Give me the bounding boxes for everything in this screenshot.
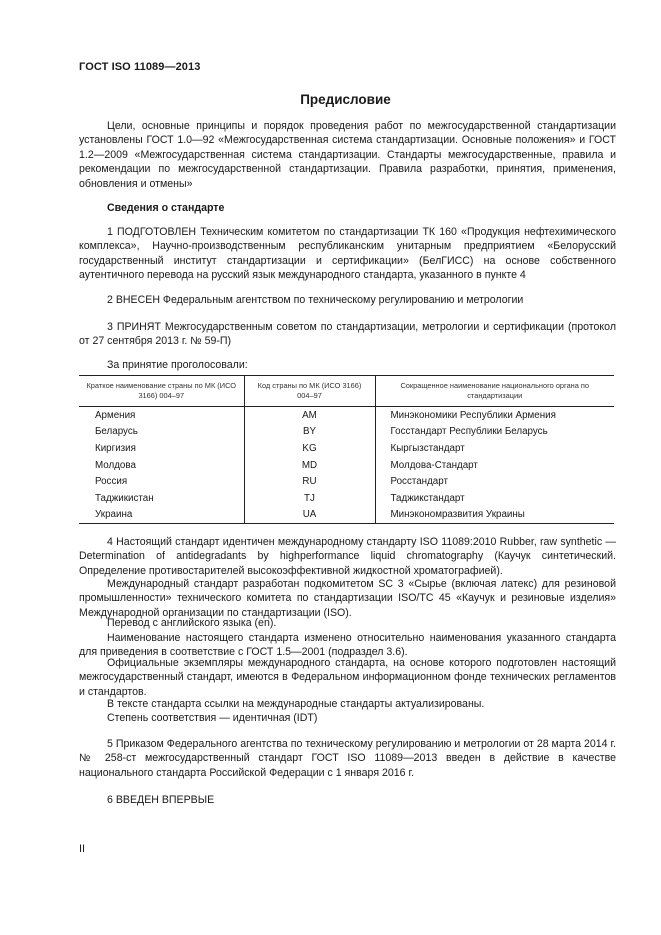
code-cell: AM <box>244 407 375 424</box>
body-cell: Госстандарт Республики Беларусь <box>375 424 614 441</box>
document-header: ГОСТ ISO 11089—2013 <box>79 61 201 73</box>
table-row <box>79 424 614 441</box>
code-cell: BY <box>244 424 375 441</box>
page-title: Предисловие <box>300 92 391 107</box>
table-row <box>79 440 614 457</box>
country-cell: Россия <box>95 476 128 488</box>
column-header-body: Сокращенное наименование национального органа по стандартизации <box>375 376 614 407</box>
table-row <box>79 407 614 424</box>
column-header-country: Краткое наименование страны по МК (ИСО 3166) 004–97 <box>79 376 244 407</box>
item-1-paragraph: 1 ПОДГОТОВЛЕН Техническим комитетом по стандартизации ТК 160 «Продукция нефтехимического комплекса», Научно-производственным республиканским унитарным предприятием «Белорусский государственный институт стандартизации и сертификации» (БелГИСС) на основе собственного аутентичного перевода на русский язык международного стандарта, указанного в пункте 4 <box>79 226 616 282</box>
code-cell: UA <box>244 507 375 524</box>
table-header-row <box>79 376 614 407</box>
item-2-paragraph: 2 ВНЕСЕН Федеральным агентством по техническому регулированию и метрологии <box>107 294 524 306</box>
country-cell: Таджикистан <box>95 492 154 504</box>
body-cell: Минэкономики Республики Армения <box>375 407 614 424</box>
item-4-references-paragraph: В тексте стандарта ссылки на международные стандарты актуализированы. <box>107 698 485 710</box>
table-row <box>79 490 614 507</box>
item-3-paragraph: 3 ПРИНЯТ Межгосударственным советом по стандартизации, метрологии и сертификации (протокол от 27 сентября 2013 г. № 59-П) <box>79 321 616 348</box>
country-cell: Армения <box>95 409 136 421</box>
voting-table <box>79 375 614 524</box>
item-6-paragraph: 6 ВВЕДЕН ВПЕРВЫЕ <box>107 794 215 806</box>
vote-label: За принятие проголосовали: <box>107 359 248 371</box>
table-row <box>79 507 614 524</box>
body-cell: Кыргызстандарт <box>375 440 614 457</box>
code-cell: TJ <box>244 490 375 507</box>
country-cell: Украина <box>79 507 244 524</box>
table-row <box>79 473 614 490</box>
code-cell: MD <box>244 457 375 474</box>
item-4-name-change-paragraph: Наименование настоящего стандарта изменено относительно наименования указанного стандарта для приведения в соответствие с ГОСТ 1.5—2001 (подраздел 3.6). <box>79 632 616 659</box>
item-4-paragraph: 4 Настоящий стандарт идентичен международному стандарту ISO 11089:2010 Rubber, raw synthetic — Determination of antidegradants by highperformance liquid chromatography (Каучук синтетический. Определение противостарителей высокоэффективной жидкостной хроматографией). <box>79 536 616 577</box>
page-number: II <box>79 843 86 855</box>
column-header-code: Код страны по МК (ИСО 3166) 004–97 <box>244 376 375 407</box>
body-cell: Росстандарт <box>375 473 614 490</box>
code-cell: RU <box>244 473 375 490</box>
table-row <box>79 457 614 474</box>
item-4-official-copies-paragraph: Официальные экземпляры международного стандарта, на основе которого подготовлен настоящий межгосударственный стандарт, имеются в Федеральном информационном фонде технических регламентов и стандартов. <box>79 657 616 698</box>
country-cell: Молдова <box>95 459 136 471</box>
item-4-subcommittee-paragraph: Международный стандарт разработан подкомитетом SC 3 «Сырье (включая латекс) для резиновой промышленности» технического комитета по стандартизации ISO/TC 45 «Каучук и резиновые изделия» Международной организации по стандартизации (ISO). <box>79 578 616 619</box>
item-5-paragraph: 5 Приказом Федерального агентства по техническому регулированию и метрологии от 28 марта 2014 г. № 258-ст межгосударственный стандарт ГОСТ ISO 11089—2013 введен в действие в качестве национального стандарта Российской Федерации с 1 января 2016 г. <box>79 738 616 779</box>
section-subtitle: Сведения о стандарте <box>107 202 225 214</box>
country-cell: Киргизия <box>95 442 136 454</box>
body-cell: Молдова-Стандарт <box>375 457 614 474</box>
country-cell: Беларусь <box>95 426 138 438</box>
body-cell: Таджикстандарт <box>375 490 614 507</box>
item-4-conformity-paragraph: Степень соответствия — идентичная (IDT) <box>107 712 318 724</box>
item-4-translation-paragraph: Перевод с английского языка (en). <box>107 617 277 629</box>
code-cell: KG <box>244 440 375 457</box>
body-cell: Минэкономразвития Украины <box>375 507 614 524</box>
intro-paragraph: Цели, основные принципы и порядок проведения работ по межгосударственной стандартизации установлены ГОСТ 1.0—92 «Межгосударственная система стандартизации. Основные положения» и ГОСТ 1.2—2009 «Межгосударственная система стандартизации. Стандарты межгосударственные, правила и рекомендации по межгосударственной стандартизации. Правила разработки, принятия, применения, обновления и отмены» <box>79 120 616 190</box>
